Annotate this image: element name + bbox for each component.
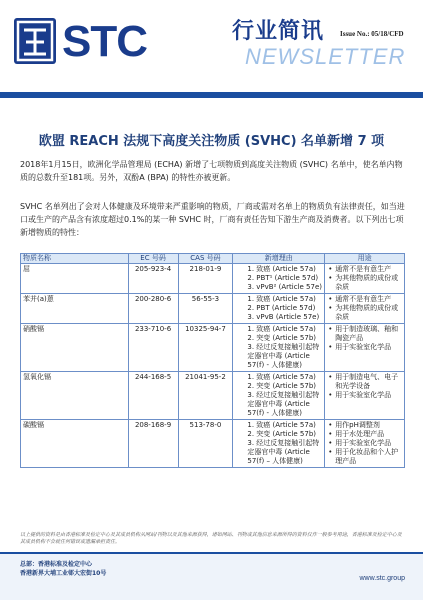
- reason-item: 2. 突变 (Article 57b): [247, 430, 317, 438]
- page-title: 欧盟 REACH 法规下高度关注物质 (SVHC) 名单新增 7 项: [38, 134, 385, 149]
- header-reason: 新增理由: [233, 254, 325, 264]
- uses-cell: [325, 294, 405, 324]
- substance-name: 氢氧化镉: [21, 372, 129, 420]
- reason-item: 3. 经过反复接触引起特定器官中毒 (Article 57(f) – 人体健康): [247, 439, 320, 465]
- table-header-row: [21, 254, 405, 264]
- uses-cell: [325, 420, 405, 468]
- header-substance: 物质名称: [21, 254, 129, 264]
- table-row: [21, 264, 405, 294]
- reason-item: 2. 突变 (Article 57b): [247, 334, 317, 342]
- cas-number: 218-01-9: [178, 264, 233, 294]
- newsletter-header: [0, 0, 423, 90]
- use-item: • 用于实验室化学品: [327, 439, 402, 448]
- uses-cell: [325, 324, 405, 372]
- reason-item: 1. 致癌 (Article 57a): [247, 295, 316, 303]
- reason-item: 1. 致癌 (Article 57a): [247, 265, 316, 273]
- ec-number: 233-710-6: [128, 324, 178, 372]
- substance-name: 硝酸镉: [21, 324, 129, 372]
- reason-item: 3. vPvB² (Article 57e): [247, 283, 322, 291]
- table-row: [21, 372, 405, 420]
- ec-number: 244-168-5: [128, 372, 178, 420]
- ec-number: 200-280-6: [128, 294, 178, 324]
- use-item: • 用于制造玻璃、釉和陶瓷产品: [327, 325, 402, 343]
- cas-number: 21041-95-2: [178, 372, 233, 420]
- header-ec: EC 号码: [128, 254, 178, 264]
- use-item: • 为其他物质的成份或杂质: [327, 274, 402, 292]
- reason-cell: [233, 420, 325, 468]
- use-item: • 用于实验室化学品: [327, 343, 402, 352]
- svhc-table: [20, 253, 405, 468]
- svhc-paragraph: SVHC 名单列出了会对人体健康及环境带来严重影响的物质，厂商或需对名单上的物质负有法律责任，如当进口或生产的产品含有浓度超过0.1%的某一种 SVHC 时，厂商有责任告知下游生产商及消费者。以下列出七项新增物质的特性：: [20, 202, 405, 237]
- stc-logo-icon: [14, 18, 56, 64]
- footer-divider: [0, 552, 423, 554]
- disclaimer-text: 以上提供的资料是由香港标准及检定中心及其成员机构从网站/刊物以及其他来源获得，诸如网站、刊物或其他信息来源所得的资料仅作一般参考用途，香港标准及检定中心及其成员机构不会就任何错误或遗漏承担责任。: [20, 532, 402, 545]
- header-uses: 用途: [325, 254, 405, 264]
- substance-name: 屈: [21, 264, 129, 294]
- ec-number: 205-923-4: [128, 264, 178, 294]
- header-cas: CAS 号码: [178, 254, 233, 264]
- use-item: • 为其他物质的成份或杂质: [327, 304, 402, 322]
- website-link[interactable]: www.stc.group: [359, 575, 405, 582]
- table-row: [21, 324, 405, 372]
- reason-item: 3. 经过反复接触引起特定器官中毒 (Article 57(f) - 人体健康): [247, 391, 320, 417]
- issue-number: Issue No.: 05/18/CFD: [340, 30, 404, 38]
- reason-item: 3. 经过反复接触引起特定器官中毒 (Article 57(f) - 人体健康): [247, 343, 320, 369]
- cas-number: 10325-94-7: [178, 324, 233, 372]
- cas-number: 513-78-0: [178, 420, 233, 468]
- reason-item: 3. vPvB (Article 57e): [247, 313, 320, 321]
- newsletter-subtitle: NEWSLETTER: [245, 44, 406, 69]
- address-line-2: 香港新界大埔工业邨大宏街10号: [20, 570, 107, 577]
- reason-cell: [233, 294, 325, 324]
- reason-item: 2. PBT (Article 57d): [247, 304, 316, 312]
- reason-item: 1. 致癌 (Article 57a): [247, 325, 316, 333]
- reason-cell: [233, 324, 325, 372]
- use-item: • 用作pH调整剂: [327, 421, 402, 430]
- uses-cell: [325, 264, 405, 294]
- intro-paragraph: 2018年1月15日，欧洲化学品管理局 (ECHA) 新增了七项物质到高度关注物质 (SVHC) 名单中，使名单内物质的总数升至181项。另外，双酚A (BPA) 的特性亦被更新。: [20, 160, 403, 182]
- use-item: • 用于水处理产品: [327, 430, 402, 439]
- use-item: • 通常不是有意生产: [327, 265, 402, 274]
- table-row: [21, 420, 405, 468]
- footer-address: [20, 560, 106, 578]
- logo-text: STC: [62, 17, 147, 66]
- header-divider: [0, 92, 423, 98]
- use-item: • 通常不是有意生产: [327, 295, 402, 304]
- stc-logo: [14, 18, 164, 64]
- reason-cell: [233, 264, 325, 294]
- reason-item: 2. 突变 (Article 57b): [247, 382, 317, 390]
- reason-item: 1. 致癌 (Article 57a): [247, 421, 316, 429]
- ec-number: 208-168-9: [128, 420, 178, 468]
- address-line-1: 总部：香港标准及检定中心: [20, 561, 93, 568]
- cas-number: 56-55-3: [178, 294, 233, 324]
- reason-item: 2. PBT¹ (Article 57d): [247, 274, 319, 282]
- use-item: • 用于化妆品和个人护理产品: [327, 448, 402, 466]
- newsletter-title: 行业简讯: [232, 19, 325, 44]
- reason-item: 1. 致癌 (Article 57a): [247, 373, 316, 381]
- reason-cell: [233, 372, 325, 420]
- use-item: • 用于制造电气、电子和光学设备: [327, 373, 402, 391]
- use-item: • 用于实验室化学品: [327, 391, 402, 400]
- substance-name: 苯并(a)蒽: [21, 294, 129, 324]
- uses-cell: [325, 372, 405, 420]
- substance-name: 碳酸镉: [21, 420, 129, 468]
- table-row: [21, 294, 405, 324]
